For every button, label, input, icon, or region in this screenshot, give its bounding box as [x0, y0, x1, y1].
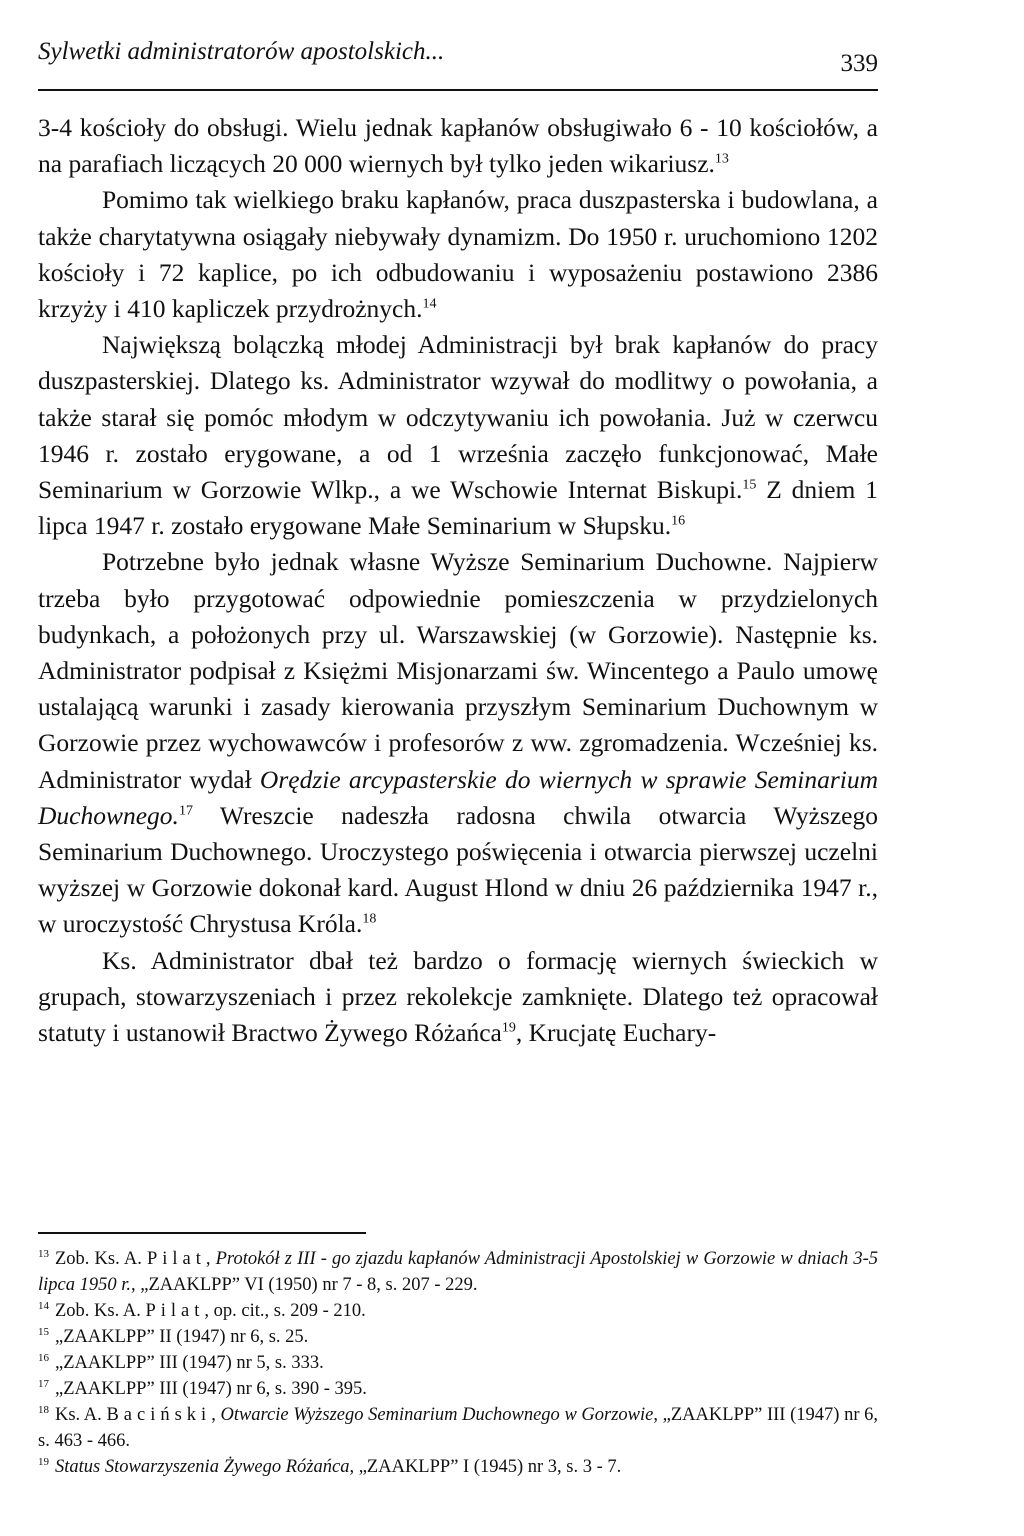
footnote-text: Zob. Ks. A.	[55, 1301, 146, 1321]
running-title: Sylwetki administratorów apostolskich...	[38, 38, 445, 65]
footnote-text: Ks. A.	[55, 1405, 107, 1425]
paragraph-text: 3-4 kościoły do obsługi. Wielu jednak kapłanów obsługiwało 6 - 10 kościołów, a na parafiach liczących 20 000 wiernych był tylko jeden wikariusz.	[38, 113, 878, 179]
footnote-text: , „ZAAKLPP” VI (1950) nr 7 - 8, s. 207 - 229.	[131, 1275, 478, 1295]
footnote-number: 18	[38, 1403, 49, 1416]
footnote-text: Zob. Ks. A.	[55, 1249, 147, 1269]
footnote-text: , „ZAAKLPP” I (1945) nr 3, s. 3 - 7.	[349, 1457, 622, 1477]
page-header	[38, 38, 878, 86]
footnote-text: „ZAAKLPP” II (1947) nr 6, s. 25.	[55, 1327, 309, 1347]
footnote	[38, 1246, 878, 1298]
paragraph-text: Największą bolączką młodej Administracji był brak kapłanów do pracy duszpasterskiej. Dlatego ks. Administrator wzywał do modlitwy o powołania, a także starał się pomóc młodym w odczytywaniu ich powołania. Już w czerwcu 1946 r. zostało erygowane, a od 1 września zaczęło funkcjonować, Małe Seminarium w Gorzowie Wlkp., a we Wschowie Internat Biskupi.	[38, 330, 878, 505]
footnote	[38, 1402, 878, 1454]
paragraph-text: , Krucjatę Euchary-	[515, 1018, 717, 1048]
footnote	[38, 1376, 878, 1402]
footnote	[38, 1454, 878, 1480]
paragraph-text: Z dniem 1 lipca 1947 r. zostało erygowane Małe Seminarium w Słupsku.	[38, 475, 878, 541]
footnote-author: Baciński	[106, 1405, 212, 1425]
footnote-text: ,	[211, 1405, 221, 1425]
header-rule	[38, 89, 878, 91]
footnote-author: Pilat	[146, 1249, 206, 1269]
footnote-ref: 17	[178, 803, 193, 819]
footnote-number: 17	[38, 1377, 49, 1390]
footnote-text: , „ZAAKLPP” III (1947) nr 6, s. 463 - 466.	[38, 1405, 878, 1451]
footnotes	[38, 1246, 878, 1480]
paragraph-5	[38, 943, 878, 1052]
italic-title: Orędzie arcypasterskie do wiernych w sprawie Seminarium Duchownego.	[38, 764, 878, 830]
footnote-number: 13	[38, 1247, 49, 1260]
footnote-text: „ZAAKLPP” III (1947) nr 6, s. 390 - 395.	[55, 1379, 367, 1399]
paragraph-text: Wreszcie nadeszła radosna chwila otwarcia Wyższego Seminarium Duchownego. Uroczystego poświęcenia i otwarcia pierwszej uczelni wyższej w Gorzowie dokonał kard. August Hlond w dniu 26 października 1947 r., w uroczystość Chrystusa Króla.	[38, 800, 878, 939]
footnote-title: Protokół z III - go zjazdu kapłanów Administracji Apostolskiej w Gorzowie w dniach 3-5 lipca 1950 r.	[38, 1249, 878, 1295]
footnote-ref: 18	[362, 911, 377, 927]
footnote-number: 16	[38, 1351, 49, 1364]
footnote-ref: 19	[501, 1020, 516, 1036]
paragraph-3	[38, 327, 878, 544]
paragraph-text: Ks. Administrator dbał też bardzo o formację wiernych świeckich w grupach, stowarzyszeniach i przez rekolekcje zamknięte. Dlatego też opracował statuty i ustanowił Bractwo Żywego Różańca	[38, 945, 878, 1048]
footnote-ref: 13	[714, 151, 729, 167]
footnote-number: 14	[38, 1299, 49, 1312]
footnote-title: Status Stowarzyszenia Żywego Różańca	[55, 1457, 350, 1477]
body-text	[38, 110, 878, 1051]
paragraph-1	[38, 110, 878, 182]
paragraph-text: Pomimo tak wielkiego braku kapłanów, praca duszpasterska i budowlana, a także charytatywna osiągały niebywały dynamizm. Do 1950 r. uruchomiono 1202 kościoły i 72 kaplice, po ich odbudowaniu i wyposażeniu postawiono 2386 krzyży i 410 kapliczek przydrożnych.	[38, 185, 878, 324]
paragraph-text: Potrzebne było jednak własne Wyższe Seminarium Duchowne. Najpierw trzeba było przygotować odpowiednie pomieszczenia w przydzielonych budynkach, a położonych przy ul. Warszawskiej (w Gorzowie). Następnie ks. Administrator podpisał z Księżmi Misjonarzami św. Wincentego a Paulo umowę ustalającą warunki i zasady kierowania przyszłym Seminarium Duchownym w Gorzowie przez wychowawców i profesorów z ww. zgromadzenia. Wcześniej ks. Administrator wydał	[38, 547, 878, 794]
page-number: 339	[840, 50, 878, 77]
footnote	[38, 1324, 878, 1350]
footnote	[38, 1298, 878, 1324]
footnote-number: 19	[38, 1455, 49, 1468]
footnote-ref: 14	[422, 296, 437, 312]
footnote-text: ,	[205, 1249, 216, 1269]
footnote-text: „ZAAKLPP” III (1947) nr 5, s. 333.	[55, 1353, 324, 1373]
footnote-ref: 16	[671, 513, 686, 529]
footnote	[38, 1350, 878, 1376]
paragraph-4	[38, 544, 878, 942]
paragraph-2	[38, 182, 878, 327]
footnote-rule	[38, 1232, 366, 1234]
footnote-ref: 15	[742, 477, 757, 493]
footnote-text: , op. cit., s. 209 - 210.	[204, 1301, 366, 1321]
footnote-title: Otwarcie Wyższego Seminarium Duchownego w Gorzowie	[220, 1405, 654, 1425]
footnote-number: 15	[38, 1325, 49, 1338]
footnote-author: Pilat	[145, 1301, 205, 1321]
